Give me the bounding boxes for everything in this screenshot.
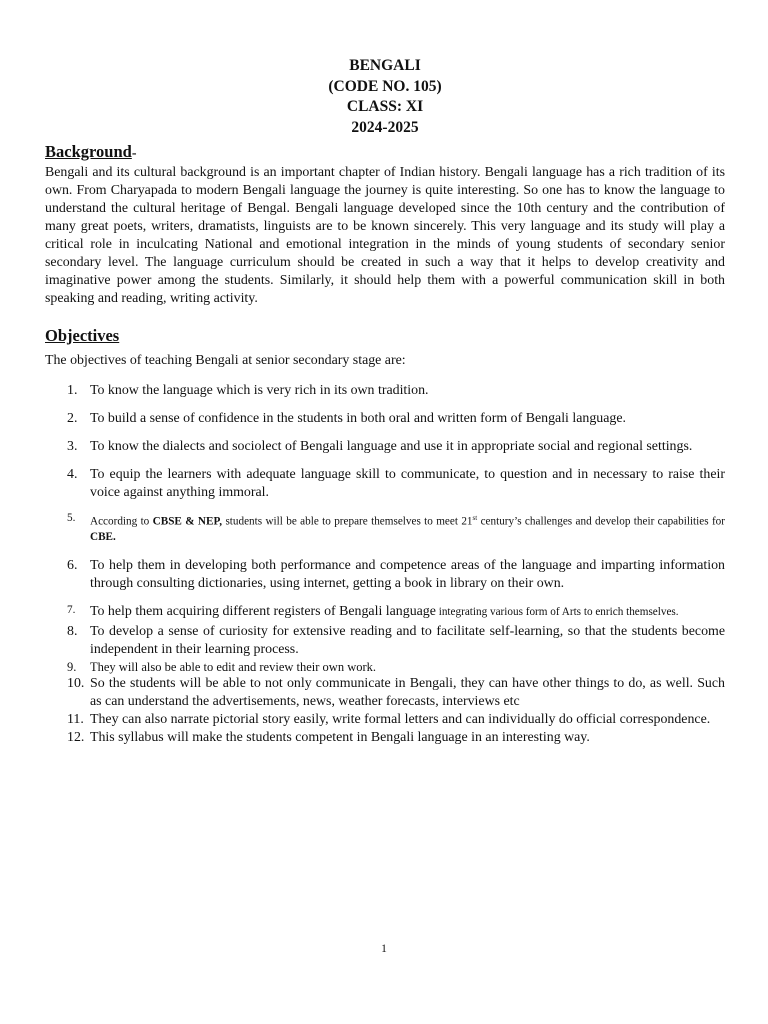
class-title: CLASS: XI xyxy=(346,98,424,115)
list-item xyxy=(45,382,725,400)
list-item-number: 4. xyxy=(67,467,78,482)
subject-title: BENGALI xyxy=(349,57,421,74)
document-page xyxy=(45,56,725,747)
list-item-text-part: According to xyxy=(90,515,153,528)
list-item-number: 6. xyxy=(67,557,78,573)
list-item-number: 3. xyxy=(67,439,78,454)
document-title-block xyxy=(45,56,725,138)
background-paragraph: Bengali and its cultural background is an important chapter of Indian history. Bengali language has a rich tradition of its own. From Charyapada to modern Bengali language the journey is quite interesting. So one has to know the language to understand the cultural heritage of Bengal. Bengali language developed since the 10th century and the contribution of many great poets, writers, dramatists, linguists are to be known sincerely. This very language and its study will play a critical role in inculcating National and emotional integration in the minds of young students of secondary senior secondary level. The language curriculum should be created in such a way that it helps to develop creativity and imaginative power among the students. Similarly, it should help them with a powerful communication skill in both speaking and reading, writing activity. xyxy=(45,165,725,306)
list-item-number: 1. xyxy=(67,383,78,398)
list-item xyxy=(45,729,725,747)
objectives-intro: The objectives of teaching Bengali at senior secondary stage are: xyxy=(45,353,406,368)
academic-year: 2024-2025 xyxy=(351,118,419,136)
background-heading-line xyxy=(45,142,725,164)
objectives-list xyxy=(45,382,725,747)
list-item xyxy=(45,511,725,545)
list-item-text: This syllabus will make the students competent in Bengali language in an interesting way. xyxy=(90,729,590,745)
background-heading-suffix: - xyxy=(131,146,137,161)
list-item-number: 11. xyxy=(67,711,84,727)
list-item-text-part: century’s challenges and develop their capabilities for xyxy=(477,515,726,528)
list-item-number: 2. xyxy=(67,411,78,426)
list-item-number: 8. xyxy=(67,623,78,639)
list-item xyxy=(45,659,725,675)
cbe-emphasis: CBE. xyxy=(90,530,116,543)
list-item xyxy=(45,711,725,729)
list-item-text xyxy=(90,603,725,621)
list-item-text: To build a sense of confidence in the students in both oral and written form of Bengali language. xyxy=(90,411,626,426)
list-item-text xyxy=(90,511,725,545)
list-item-text-part: students will be able to prepare themselves to meet 21 xyxy=(222,515,473,528)
list-item xyxy=(45,438,725,456)
list-item-number: 9. xyxy=(67,659,77,674)
subject-code: (CODE NO. 105) xyxy=(328,77,442,95)
list-item-text: To help them in developing both performance and competence areas of the language and imparting information through consulting dictionaries, using internet, getting a book in library on their own. xyxy=(90,557,725,591)
list-item-text: They can also narrate pictorial story easily, write formal letters and can individually do official correspondence. xyxy=(90,711,711,727)
list-item xyxy=(45,557,725,593)
list-item-text-part: integrating various form of Arts to enrich themselves. xyxy=(435,605,679,618)
list-item-text: To know the language which is very rich in its own tradition. xyxy=(90,383,429,398)
list-item-text-part: To help them acquiring different registers of Bengali language xyxy=(90,603,436,619)
list-item-text: So the students will be able to not only communicate in Bengali, they can have other things to do, as well. Such as can understand the advertisements, news, weather forecasts, interviews etc xyxy=(90,675,725,709)
list-item xyxy=(45,675,725,711)
ordinal-superscript: st xyxy=(472,514,478,522)
list-item xyxy=(45,466,725,502)
list-item-text: To equip the learners with adequate language skill to communicate, to question and in necessary to raise their voice against anything immoral. xyxy=(90,467,725,500)
list-item-number: 5. xyxy=(67,512,76,524)
list-item-text: They will also be able to edit and review their own work. xyxy=(90,659,377,674)
list-item xyxy=(45,603,725,621)
page-number: 1 xyxy=(381,943,387,955)
list-item-number: 7. xyxy=(67,603,76,616)
background-heading: Background xyxy=(45,142,132,161)
list-item-number: 10. xyxy=(67,675,85,691)
objectives-heading: Objectives xyxy=(45,326,120,345)
list-item-text: To know the dialects and sociolect of Bengali language and use it in appropriate social and regional settings. xyxy=(90,439,693,454)
list-item xyxy=(45,623,725,659)
cbse-nep-emphasis: CBSE & NEP, xyxy=(152,515,223,528)
list-item-number: 12. xyxy=(67,729,85,745)
objectives-heading-line xyxy=(45,326,725,347)
list-item xyxy=(45,410,725,428)
list-item-text: To develop a sense of curiosity for extensive reading and to facilitate self-learning, so that the students become independent in their learning process. xyxy=(90,623,725,657)
